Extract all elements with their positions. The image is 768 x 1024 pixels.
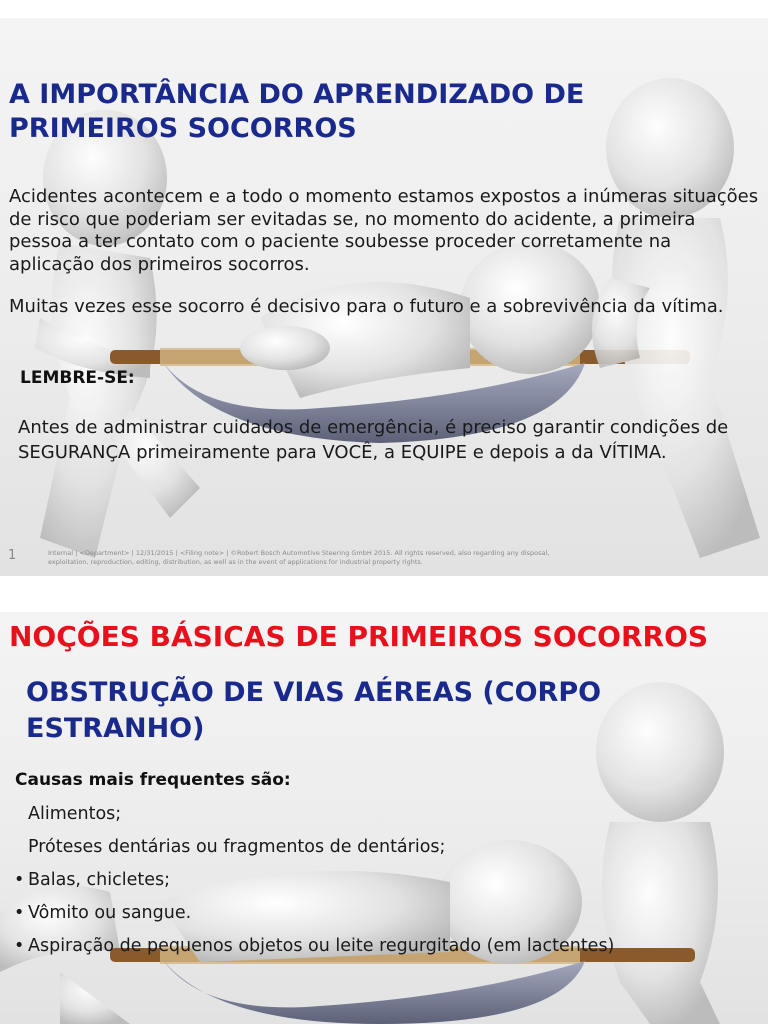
section-subtitle: OBSTRUÇÃO DE VIAS AÉREAS (CORPO ESTRANHO) [26, 677, 602, 744]
legal-footer: Internal | <Department> | 12/31/2015 | <Filing note> | ©Robert Bosch Automotive Steering GmbH 2015. All rights reserved, also regarding any disposal, exploitation, reproduction, editing, distribution, as well as in the event of applications for industrial property rights. [48, 549, 550, 566]
list-item-text: Alimentos; [28, 804, 122, 824]
page-number: 1 [8, 548, 17, 563]
reminder-text: Antes de administrar cuidados de emergência, é preciso garantir condições de SEGURANÇA primeiramente para VOCÊ, a EQUIPE e depois a da VÍTIMA. [18, 417, 729, 463]
list-item-text: Próteses dentárias ou fragmentos de dentários; [28, 837, 446, 857]
list-item [14, 864, 614, 897]
bullet: • [14, 870, 25, 890]
intro-paragraph: Acidentes acontecem e a todo o momento estamos expostos a inúmeras situações de risco que poderiam ser evitadas se, no momento do acidente, a primeira pessoa a ter contato com o paciente soubesse proceder corretamente na aplicação dos primeiros socorros. [9, 186, 759, 275]
list-item-text: Vômito ou sangue. [28, 903, 192, 923]
list-item [14, 798, 614, 831]
bullet: • [14, 936, 25, 956]
list-item [14, 897, 614, 930]
causes-list [14, 798, 614, 963]
list-item [14, 831, 614, 864]
slide-title: A IMPORTÂNCIA DO APRENDIZADO DE PRIMEIROS SOCORROS [9, 79, 585, 144]
left-carrier-figure [35, 110, 200, 558]
list-item-text: Balas, chicletes; [28, 870, 171, 890]
slide-2 [0, 612, 768, 1024]
reminder-heading: LEMBRE-SE: [20, 368, 135, 388]
slide-1 [0, 18, 768, 576]
decisive-paragraph: Muitas vezes esse socorro é decisivo para o futuro e a sobrevivência da vítima. [9, 296, 724, 317]
list-item-text: Aspiração de pequenos objetos ou leite regurgitado (em lactentes) [28, 936, 615, 956]
slide-title-2: NOÇÕES BÁSICAS DE PRIMEIROS SOCORROS [9, 620, 709, 653]
causes-heading: Causas mais frequentes são: [15, 770, 291, 790]
bullet: • [14, 903, 25, 923]
list-item [14, 930, 614, 963]
